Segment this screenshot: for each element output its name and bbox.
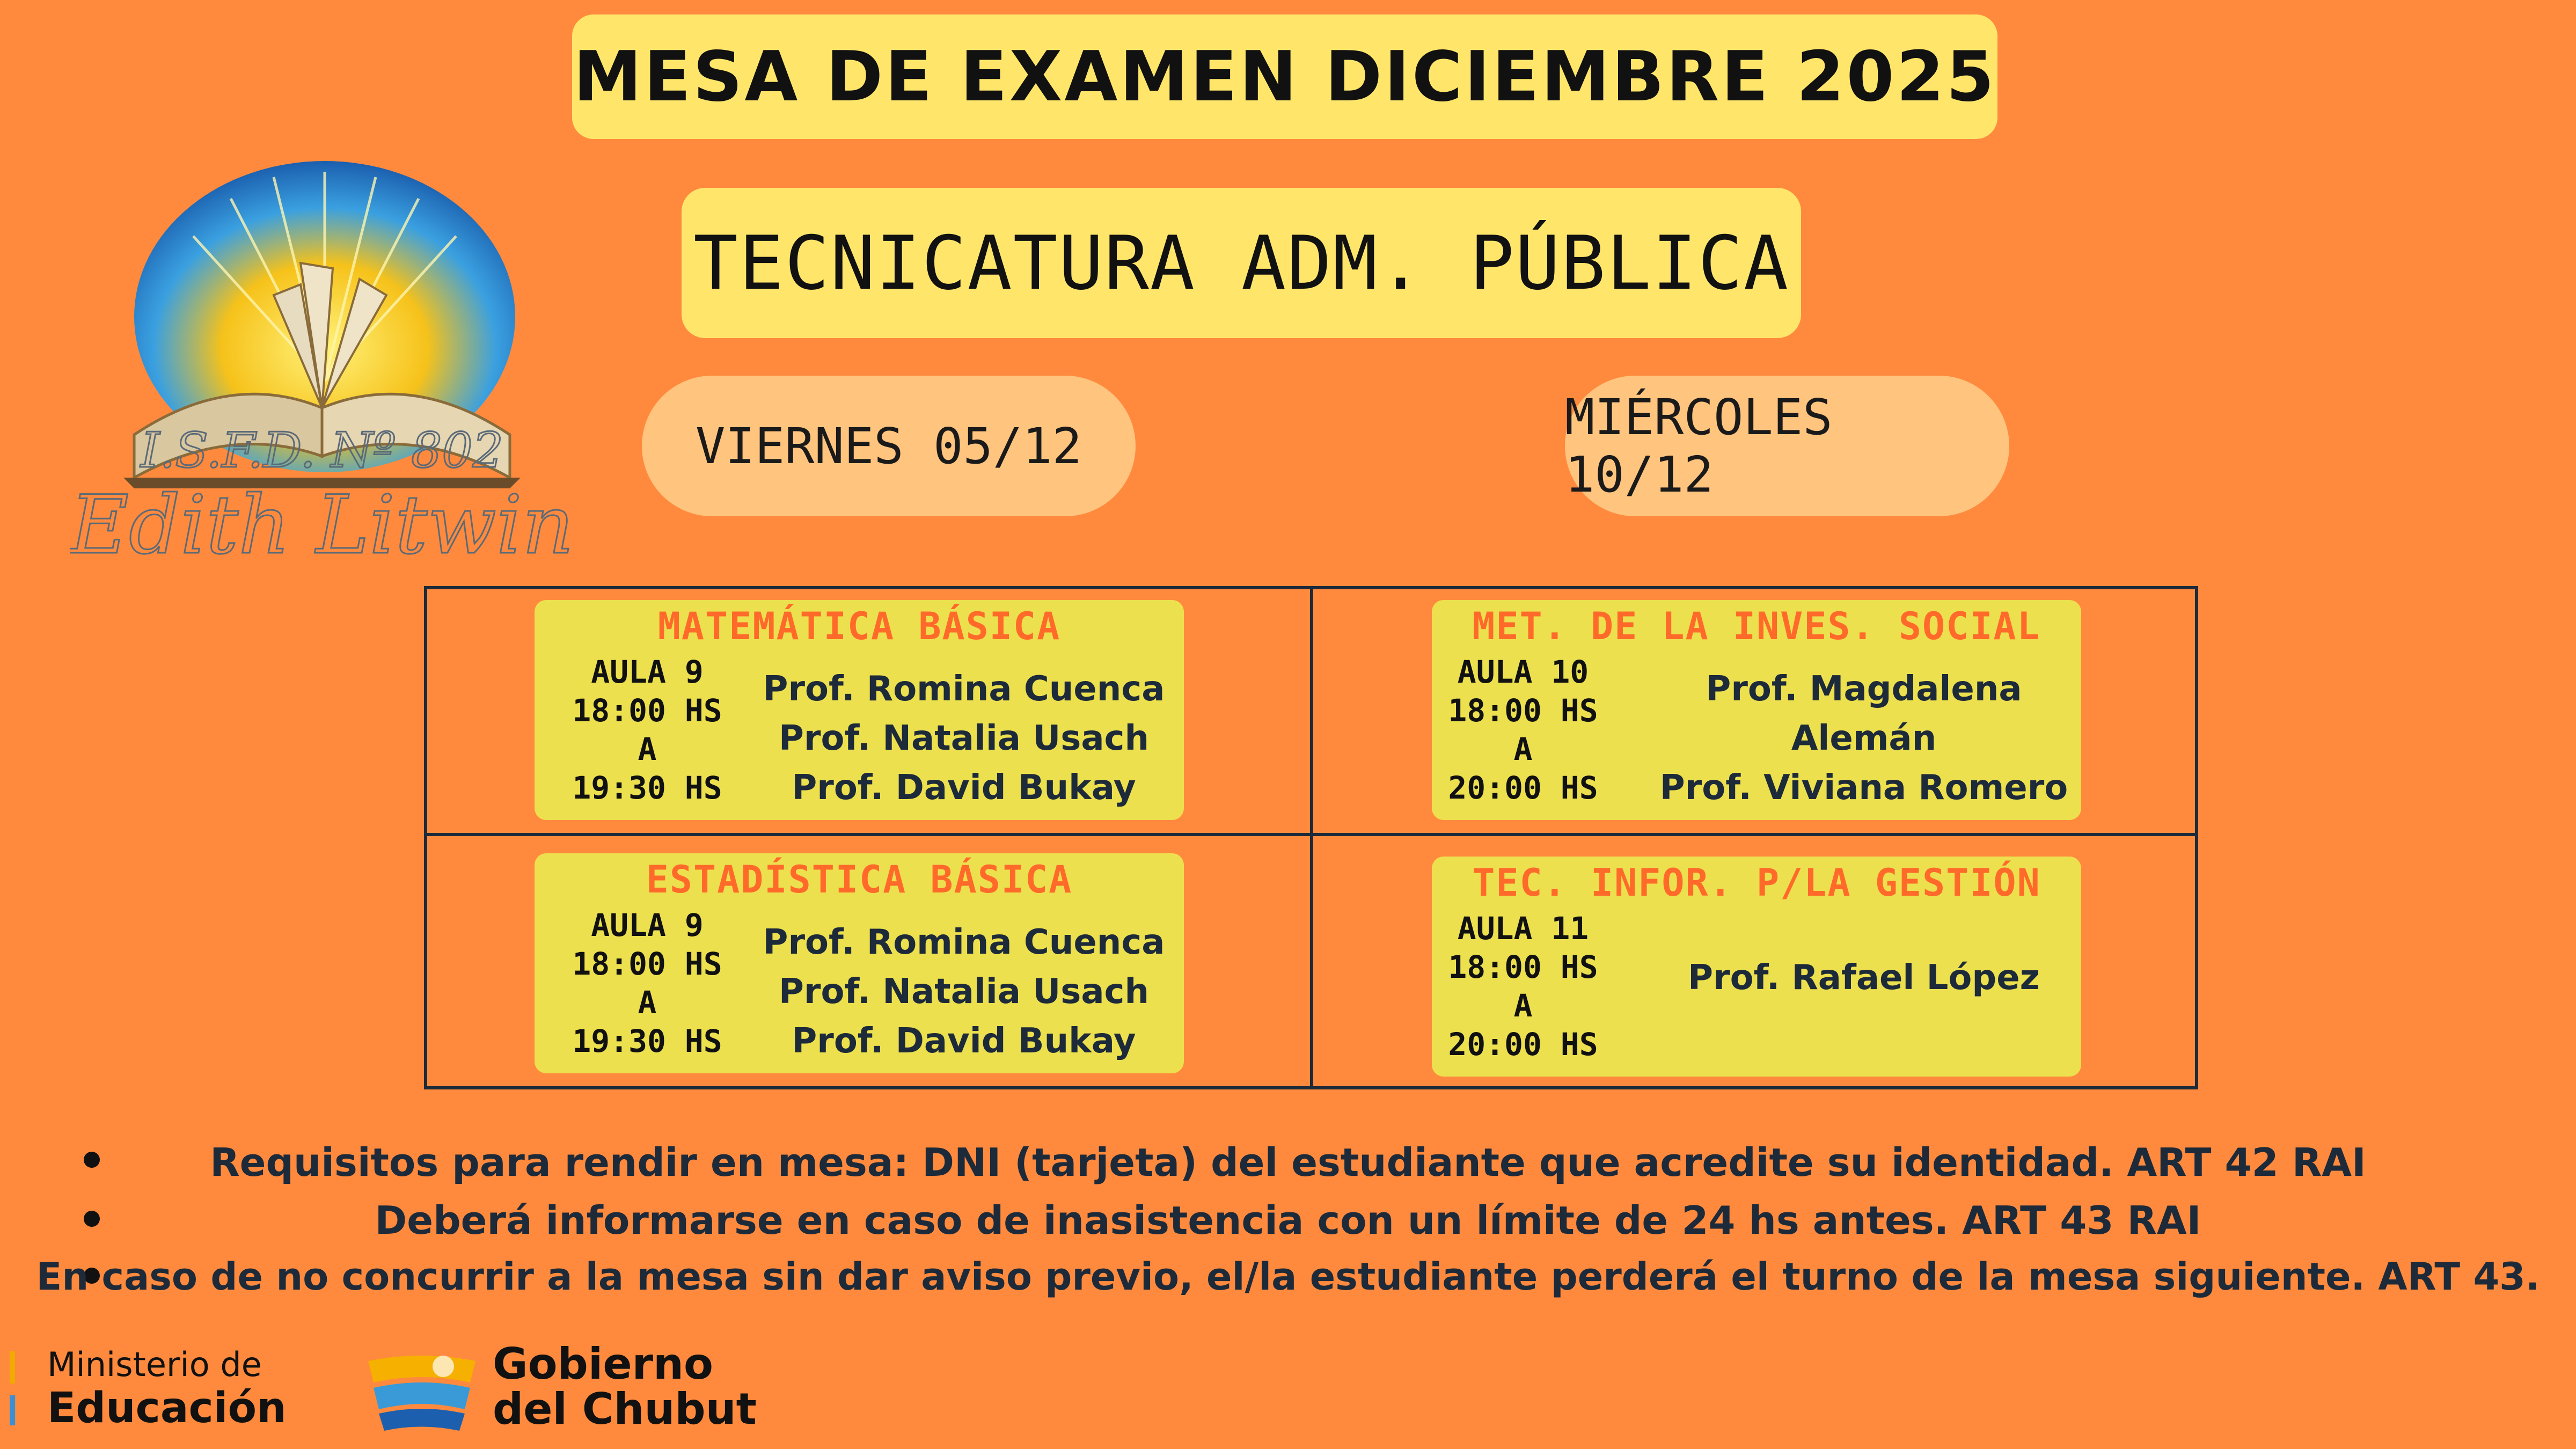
exam-room: AULA 11 [1457, 910, 1589, 947]
government-logo [493, 1339, 757, 1434]
day-label: VIERNES 05/12 [695, 417, 1082, 475]
exam-time-end: 20:00 HS [1448, 770, 1598, 806]
chubut-flag-icon [363, 1350, 481, 1436]
professor: Prof. Natalia Usach [779, 972, 1149, 1012]
exam-card-estadistica [535, 853, 1184, 1073]
page-title: MESA DE EXAMEN DICIEMBRE 2025 [573, 36, 1996, 117]
exam-professors [755, 664, 1173, 813]
exam-subject: MATEMÁTICA BÁSICA [657, 604, 1061, 648]
exam-time-start: 18:00 HS [572, 692, 722, 729]
exam-time-start: 18:00 HS [572, 946, 722, 982]
institute-logo [70, 156, 574, 590]
ministry-logo [47, 1345, 287, 1432]
exam-schedule [572, 906, 722, 1060]
logo-line1: I.S.F.D. Nº 802 [141, 422, 503, 479]
exam-time-sep: A [638, 731, 657, 767]
gov-line1: Gobierno [493, 1339, 713, 1389]
ministry-mark-icon [10, 1351, 15, 1384]
professor: Prof. Magdalena Alemán [1706, 669, 2022, 758]
ministry-line1: Ministerio de [47, 1345, 262, 1384]
day-pill-friday [642, 376, 1136, 516]
exam-time-sep: A [1513, 987, 1533, 1024]
day-label: MIÉRCOLES 10/12 [1565, 389, 1833, 503]
subtitle-banner [682, 188, 1801, 338]
day-pill-wednesday [1565, 376, 2009, 516]
grid-divider-horizontal [424, 833, 2198, 836]
exam-time-sep: A [1513, 731, 1533, 767]
requirement-3: En caso de no concurrir a la mesa sin dar aviso previo, el/la estudiante perderá el turno de la mesa siguiente. ART 43. [36, 1255, 2540, 1299]
ministry-mark-icon-2 [10, 1395, 15, 1425]
professor: Prof. Rafael López [1688, 958, 2040, 998]
title-banner [572, 14, 1997, 139]
exam-professors [755, 918, 1173, 1066]
exam-time-start: 18:00 HS [1448, 949, 1598, 985]
exam-room: AULA 10 [1457, 654, 1589, 690]
requirement-1: Requisitos para rendir en mesa: DNI (tarjeta) del estudiante que acredite su identidad. ART 42 RAI [210, 1140, 2366, 1185]
professor: Prof. Romina Cuenca [763, 923, 1165, 962]
professor: Prof. Romina Cuenca [763, 669, 1165, 709]
exam-room: AULA 9 [591, 654, 704, 690]
exam-schedule [1448, 653, 1598, 807]
exam-time-end: 20:00 HS [1448, 1026, 1598, 1063]
exam-schedule [1448, 909, 1598, 1064]
professor: Prof. Natalia Usach [779, 719, 1149, 758]
page-subtitle: TECNICATURA ADM. PÚBLICA [693, 219, 1789, 306]
gov-line2: del Chubut [493, 1384, 757, 1434]
exam-card-tecnologia [1432, 857, 2081, 1077]
exam-card-matematica [535, 600, 1184, 820]
professor: Prof. David Bukay [792, 768, 1136, 808]
exam-professors [1646, 953, 2081, 1002]
requirement-2: Deberá informarse en caso de inasistencia con un límite de 24 hs antes. ART 43 RAI [375, 1198, 2201, 1243]
exam-time-sep: A [638, 984, 657, 1021]
exam-professors [1646, 664, 2081, 813]
ministry-line2: Educación [47, 1384, 287, 1432]
professor: Prof. David Bukay [792, 1021, 1136, 1061]
exam-schedule [572, 653, 722, 807]
exam-time-end: 19:30 HS [572, 1023, 722, 1059]
exam-room: AULA 9 [591, 907, 704, 943]
exam-subject: MET. DE LA INVES. SOCIAL [1472, 604, 2041, 648]
professor: Prof. Viviana Romero [1659, 768, 2068, 808]
exam-time-start: 18:00 HS [1448, 692, 1598, 729]
exam-card-metodologia [1432, 600, 2081, 820]
grid-divider-vertical [1310, 586, 1313, 1089]
exam-subject: TEC. INFOR. P/LA GESTIÓN [1472, 861, 2041, 905]
logo-line2: Edith Litwin [70, 479, 574, 572]
exam-time-end: 19:30 HS [572, 770, 722, 806]
exam-subject: ESTADÍSTICA BÁSICA [646, 858, 1073, 902]
